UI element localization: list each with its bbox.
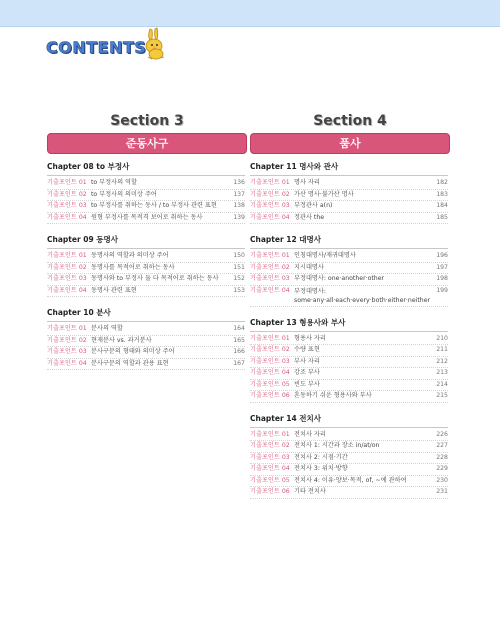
page-number: 226 [436,430,448,438]
point-label: 기출포인트 01 [250,179,290,186]
toc-entry[interactable] [250,368,448,380]
point-label: 기출포인트 03 [250,202,290,209]
entry-title: 동명사의 역할과 의미상 주어 [91,252,169,259]
toc-entry[interactable] [47,213,245,225]
chapter-block [250,317,448,403]
toc-entry[interactable] [47,274,245,286]
entry-title: 지시대명사 [294,263,324,271]
page-number: 210 [436,334,448,342]
entry-title: 분사구문의 형태와 의미상 주어 [91,348,175,355]
entry-title: 동명사 관련 표현 [91,286,137,294]
chapter-title: Chapter 09 동명사 [47,234,245,249]
chapter-block [47,307,245,370]
point-label: 기출포인트 01 [47,325,87,332]
page-number: 215 [436,392,448,399]
toc-entry[interactable] [250,251,448,263]
section-3-header [47,113,247,154]
entry-title: 전치사 1: 시간과 장소 in/at/on [294,442,380,449]
toc-entry[interactable] [250,487,448,499]
section-4-toc [250,161,448,509]
chapter-block [47,161,245,224]
point-label: 기출포인트 01 [250,252,290,259]
toc-entry[interactable] [250,391,448,403]
toc-entry[interactable] [250,357,448,369]
entry-title: 빈도 부사 [294,380,320,388]
entry-title: 전치사 자리 [294,430,326,438]
point-label: 기출포인트 03 [250,357,290,365]
toc-entry[interactable] [250,274,448,286]
toc-entry[interactable] [250,345,448,357]
toc-entry[interactable] [47,263,245,275]
contents-title: CONTENTS [46,38,147,57]
page-number: 185 [436,213,448,221]
point-label: 기출포인트 03 [250,453,290,461]
page-number: 183 [436,190,448,198]
page-number: 184 [436,202,448,209]
point-label: 기출포인트 03 [47,202,87,209]
toc-entry[interactable] [250,453,448,465]
page-number: 151 [233,263,245,271]
page-number: 214 [436,380,448,388]
entry-title: 전치사 2: 시점·기간 [294,453,348,461]
point-label: 기출포인트 04 [47,213,87,221]
chapter-title: Chapter 08 to 부정사 [47,161,245,176]
page-number: 198 [436,275,448,282]
entry-title: to 부정사의 의미상 주어 [91,190,157,198]
page-number: 228 [436,453,448,461]
section-bar: 준동사구 [47,133,247,154]
point-label: 기출포인트 01 [47,252,87,259]
point-label: 기출포인트 04 [250,213,290,221]
entry-title: 정관사 the [294,213,325,221]
entry-title: 분사의 역할 [91,325,123,332]
point-label: 기출포인트 04 [47,286,87,294]
chapter-title: Chapter 11 명사와 관사 [250,161,448,176]
point-label: 기출포인트 04 [250,465,290,472]
bunny-mascot-icon [140,27,172,61]
page-number: 199 [436,286,448,294]
point-label: 기출포인트 06 [250,392,290,399]
point-label: 기출포인트 05 [250,476,290,484]
entry-title: 혼동하기 쉬운 형용사와 부사 [294,392,372,399]
page-number: 167 [233,359,245,367]
section-title: Section 4 [313,113,387,129]
chapter-block [250,413,448,499]
point-label: 기출포인트 04 [250,286,290,294]
toc-entry[interactable] [47,190,245,202]
point-label: 기출포인트 02 [250,346,290,353]
point-label: 기출포인트 04 [47,359,87,367]
section-bar: 품사 [250,133,450,154]
page-number: 212 [436,357,448,365]
entry-title: 전치사 3: 위치·방향 [294,465,348,472]
entry-title: 명사 자리 [294,179,320,186]
entry-title: 현재분사 vs. 과거분사 [91,336,152,344]
point-label: 기출포인트 05 [250,380,290,388]
entry-title: 형용사 자리 [294,334,326,342]
page-number: 136 [233,179,245,186]
chapter-block [47,234,245,297]
entry-title: 가산 명사·불가산 명사 [294,190,354,198]
point-label: 기출포인트 01 [250,430,290,438]
page-number: 153 [233,286,245,294]
toc-entry[interactable] [250,201,448,213]
page-number: 152 [233,275,245,282]
page-number: 166 [233,348,245,355]
toc-entry[interactable] [47,359,245,371]
entry-title: 부사 자리 [294,357,320,365]
point-label: 기출포인트 03 [47,348,87,355]
entry-title: 분사구문의 역할과 관용 표현 [91,359,169,367]
section-3-toc [47,161,245,380]
chapter-title: Chapter 10 분사 [47,307,245,322]
entry-title: to 부정사를 취하는 동사 / to 부정사 관련 표현 [91,202,217,209]
page-number: 231 [436,488,448,495]
point-label: 기출포인트 02 [47,336,87,344]
toc-entry[interactable] [47,336,245,348]
toc-entry[interactable] [250,380,448,392]
entry-title: 부정대명사: some·any·all·each·every·both·either·neither [294,287,431,304]
entry-title: 동명사와 to 부정사 둘 다 목적어로 취하는 동사 [91,275,219,282]
entry-title: 강조 부사 [294,369,320,376]
entry-title: 인칭대명사/재귀대명사 [294,252,356,259]
entry-title: to 부정사의 역할 [91,179,138,186]
page-number: 213 [436,369,448,376]
chapter-title: Chapter 13 형용사와 부사 [250,317,448,332]
page-number: 196 [436,252,448,259]
page-number: 182 [436,179,448,186]
top-band [0,0,500,27]
toc-entry[interactable] [250,430,448,442]
toc-entry[interactable] [47,324,245,336]
entry-title: 전치사 4: 이유·양보·목적, of, ~에 관하여 [294,476,407,484]
toc-entry[interactable] [250,213,448,225]
toc-entry[interactable] [250,178,448,190]
entry-title: 원형 부정사를 목적격 보어로 취하는 동사 [91,213,203,221]
chapter-block [250,234,448,307]
section-4-header [250,113,450,154]
toc-entry[interactable] [250,286,448,307]
page-number: 139 [233,213,245,221]
toc-entry[interactable] [250,441,448,453]
page-number: 137 [233,190,245,198]
point-label: 기출포인트 02 [250,442,290,449]
toc-entry[interactable] [250,464,448,476]
entry-title: 부정관사 a(n) [294,202,333,209]
section-title: Section 3 [110,113,184,129]
toc-entry[interactable] [47,251,245,263]
entry-title: 부정대명사: one·another·other [294,275,385,282]
point-label: 기출포인트 02 [250,263,290,271]
page-number: 211 [436,346,448,353]
page-number: 138 [233,202,245,209]
chapter-title: Chapter 12 대명사 [250,234,448,249]
point-label: 기출포인트 01 [47,179,87,186]
entry-title: 기타 전치사 [294,488,326,495]
page-number: 229 [436,465,448,472]
page-number: 230 [436,476,448,484]
page-number: 165 [233,336,245,344]
point-label: 기출포인트 04 [250,369,290,376]
point-label: 기출포인트 01 [250,334,290,342]
toc-entry[interactable] [47,201,245,213]
point-label: 기출포인트 06 [250,488,290,495]
point-label: 기출포인트 03 [250,275,290,282]
entry-title: 수량 표현 [294,346,320,353]
toc-entry[interactable] [250,263,448,275]
page-number: 197 [436,263,448,271]
toc-entry[interactable] [250,334,448,346]
toc-entry[interactable] [250,190,448,202]
point-label: 기출포인트 02 [250,190,290,198]
toc-entry[interactable] [47,178,245,190]
toc-entry[interactable] [47,347,245,359]
page-number: 227 [436,442,448,449]
point-label: 기출포인트 03 [47,275,87,282]
chapter-title: Chapter 14 전치사 [250,413,448,428]
page-number: 150 [233,252,245,259]
point-label: 기출포인트 02 [47,263,87,271]
chapter-block [250,161,448,224]
toc-entry[interactable] [250,476,448,488]
page-number: 164 [233,325,245,332]
toc-entry[interactable] [47,286,245,298]
entry-title: 동명사를 목적어로 취하는 동사 [91,263,175,271]
point-label: 기출포인트 02 [47,190,87,198]
